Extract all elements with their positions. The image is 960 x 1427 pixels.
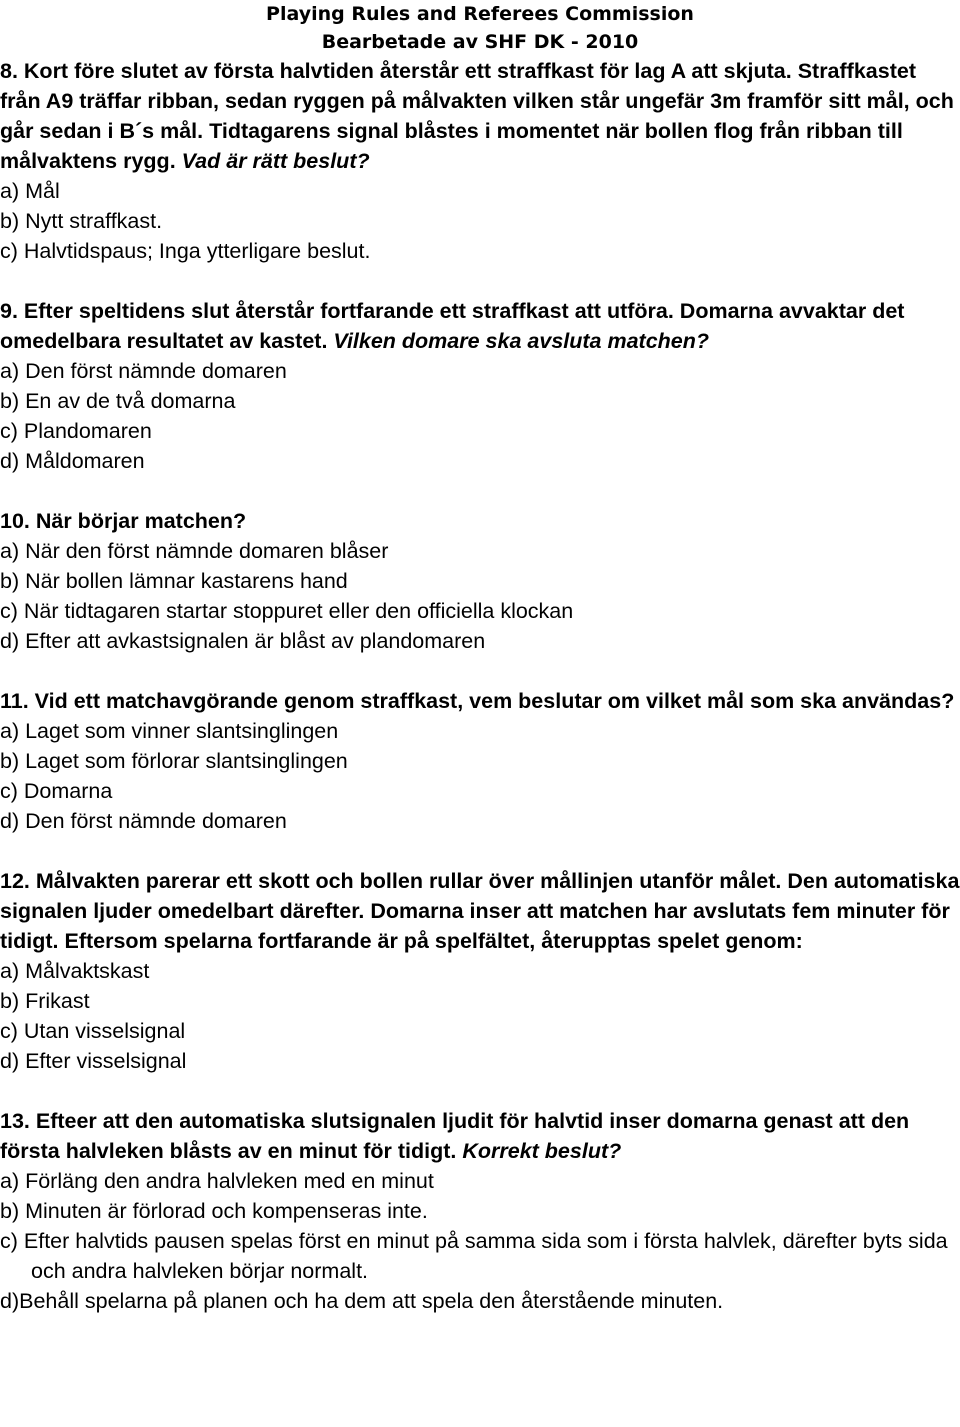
question-9-option-b: b) En av de två domarna [0,389,236,413]
question-13-text [0,1106,960,1166]
question-13-statement: 13. Efteer att den automatiska slutsignalen ljudit för halvtid inser domarna genast att den första halvleken blåsts av en minut för tidigt. [0,1109,910,1163]
question-10-text: 10. När börjar matchen? [0,509,247,533]
question-12-text: 12. Målvakten parerar ett skott och bollen rullar över mållinjen utanför målet. Den automatiska signalen ljuder omedelbart därefter. Domarna inser att matchen har avslutats fem minuter för tidigt. Eftersom spelarna fortfarande är på spelfältet, återupptas spelet genom: [0,869,960,953]
question-8-text [0,56,960,176]
spacer [0,476,960,506]
question-11-option-c: c) Domarna [0,779,113,803]
question-12-option-a: a) Målvaktskast [0,959,150,983]
quiz-content [0,56,960,1316]
question-10-option-d: d) Efter att avkastsignalen är blåst av plandomaren [0,629,486,653]
question-11-option-d: d) Den först nämnde domaren [0,809,287,833]
question-13-option-b: b) Minuten är förlorad och kompenseras inte. [0,1199,428,1223]
question-9-option-a: a) Den först nämnde domaren [0,359,287,383]
question-8-statement: 8. Kort före slutet av första halvtiden återstår ett straffkast för lag A att skjuta. Straffkastet från A9 träffar ribban, sedan ryggen på målvakten vilken står ungefär 3m framför sitt mål, och går sedan i B´s mål. Tidtagarens signal blåstes i momentet när bollen flog från ribban till målvaktens rygg. [0,59,954,173]
question-10-option-a: a) När den först nämnde domaren blåser [0,539,389,563]
question-12-option-b: b) Frikast [0,989,90,1013]
question-8 [0,56,960,266]
question-13-option-a: a) Förläng den andra halvleken med en minut [0,1169,434,1193]
spacer [0,836,960,866]
question-11-option-a: a) Laget som vinner slantsinglingen [0,719,339,743]
question-8-option-a: a) Mål [0,179,60,203]
question-12 [0,866,960,1076]
header-commission-title: Playing Rules and Referees Commission [266,3,694,25]
spacer [0,266,960,296]
question-13-option-d: d)Behåll spelarna på planen och ha dem att spela den återstående minuten. [0,1289,724,1313]
question-9-ask: Vilken domare ska avsluta matchen? [333,329,710,353]
question-9-text [0,296,960,356]
spacer [0,1076,960,1106]
question-8-option-b: b) Nytt straffkast. [0,209,163,233]
question-10-option-c: c) När tidtagaren startar stoppuret eller den officiella klockan [0,599,574,623]
question-9 [0,296,960,476]
question-8-ask: Vad är rätt beslut? [181,149,370,173]
question-9-option-d: d) Måldomaren [0,449,145,473]
question-8-option-c: c) Halvtidspaus; Inga ytterligare beslut. [0,239,371,263]
question-13-ask: Korrekt beslut? [462,1139,622,1163]
question-13-option-c: c) Efter halvtids pausen spelas först en minut på samma sida som i första halvlek, därefter byts sida och andra halvleken börjar normalt. [0,1229,948,1283]
question-11-option-b: b) Laget som förlorar slantsinglingen [0,749,348,773]
question-12-option-d: d) Efter visselsignal [0,1049,187,1073]
question-12-option-c: c) Utan visselsignal [0,1019,186,1043]
question-10-option-b: b) När bollen lämnar kastarens hand [0,569,348,593]
question-11-text: 11. Vid ett matchavgörande genom straffkast, vem beslutar om vilket mål som ska användas? [0,689,955,713]
question-13 [0,1106,960,1316]
page-header [0,0,960,56]
header-edited-by: Bearbetade av SHF DK - 2010 [321,31,639,53]
spacer [0,656,960,686]
question-11 [0,686,960,836]
question-10 [0,506,960,656]
question-9-statement: 9. Efter speltidens slut återstår fortfarande ett straffkast att utföra. Domarna avvaktar det omedelbara resultatet av kastet. [0,299,905,353]
question-9-option-c: c) Plandomaren [0,419,152,443]
